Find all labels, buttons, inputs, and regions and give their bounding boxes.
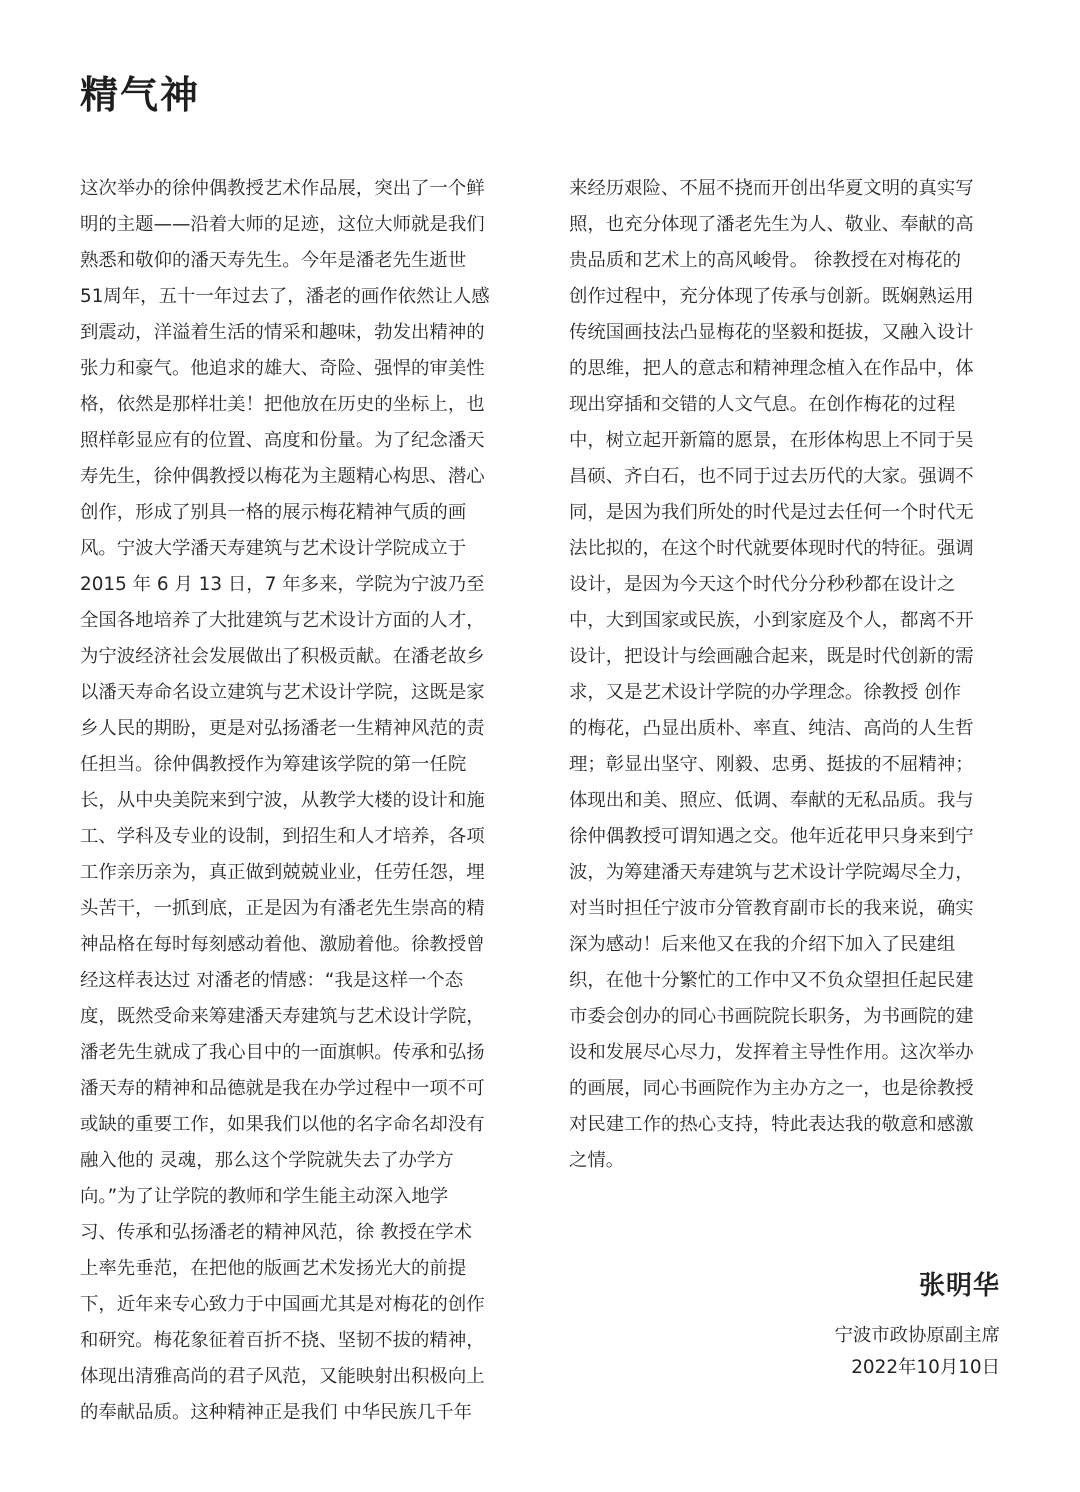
text-line: 体现出清雅高尚的君子风范，又能映射出积极向上 bbox=[80, 1366, 485, 1387]
author-name: 张明华 bbox=[918, 1271, 1000, 1301]
text-line: 波，为筹建潘天寿建筑与艺术设计学院竭尽全力， bbox=[569, 862, 974, 883]
text-line: 长，从中央美院来到宁波，从教学大楼的设计和施 bbox=[80, 790, 485, 811]
text-line: 照样彰显应有的位置、高度和份量。为了纪念潘天 bbox=[80, 430, 485, 451]
text-line: 神品格在每时每刻感动着他、激励着他。徐教授曾 bbox=[80, 934, 485, 955]
text-line: 的奉献品质。这种精神正是我们 中华民族几千年 bbox=[80, 1402, 473, 1423]
text-line: 设计，是因为今天这个时代分分秒秒都在设计之 bbox=[569, 574, 956, 595]
text-line: 工作亲历亲为，真正做到兢兢业业，任劳任怨，埋 bbox=[80, 862, 485, 883]
text-line: 对当时担任宁波市分管教育副市长的我来说，确实 bbox=[569, 898, 974, 919]
text-line: 设和发展尽心尽力，发挥着主导性作用。这次举办 bbox=[569, 1042, 974, 1063]
text-line: 明的主题——沿着大师的足迹，这位大师就是我们 bbox=[80, 214, 485, 235]
article-column-left bbox=[80, 171, 512, 1431]
text-line: 度，既然受命来筹建潘天寿建筑与艺术设计学院， bbox=[80, 1006, 485, 1027]
text-line: 2015 年 6 月 13 日，7 年多来，学院为宁波乃至 bbox=[80, 574, 485, 595]
text-line: 融入他的 灵魂，那么这个学院就失去了办学方 bbox=[80, 1150, 454, 1171]
text-line: 来经历艰险、不屈不挠而开创出华夏文明的真实写 bbox=[569, 178, 974, 199]
text-line: 创作，形成了别具一格的展示梅花精神气质的画 bbox=[80, 502, 467, 523]
text-line: 潘天寿的精神和品德就是我在办学过程中一项不可 bbox=[80, 1078, 485, 1099]
text-line: 头苦干，一抓到底，正是因为有潘老先生崇高的精 bbox=[80, 898, 485, 919]
text-line: 织，在他十分繁忙的工作中又不负众望担任起民建 bbox=[569, 970, 974, 991]
page-title: 精气神 bbox=[80, 73, 201, 117]
text-line: 创作过程中，充分体现了传承与创新。既娴熟运用 bbox=[569, 286, 974, 307]
signature-date: 2022年10月10日 bbox=[851, 1357, 1000, 1378]
text-line: 同，是因为我们所处的时代是过去任何一个时代无 bbox=[569, 502, 974, 523]
text-line: 这次举办的徐仲偶教授艺术作品展，突出了一个鲜 bbox=[80, 178, 485, 199]
text-line: 求，又是艺术设计学院的办学理念。徐教授 创作 bbox=[569, 682, 962, 703]
text-line: 张力和豪气。他追求的雄大、奇险、强悍的审美性 bbox=[80, 358, 485, 379]
text-line: 中，树立起开新篇的愿景，在形体构思上不同于吴 bbox=[569, 430, 974, 451]
text-line: 中，大到国家或民族，小到家庭及个人，都离不开 bbox=[569, 610, 974, 631]
text-line: 潘老先生就成了我心目中的一面旗帜。传承和弘扬 bbox=[80, 1042, 485, 1063]
text-line: 经这样表达过 对潘老的情感：“我是这样一个态 bbox=[80, 970, 464, 991]
text-line: 以潘天寿命名设立建筑与艺术设计学院，这既是家 bbox=[80, 682, 485, 703]
text-line: 全国各地培养了大批建筑与艺术设计方面的人才， bbox=[80, 610, 485, 631]
text-line: 徐仲偶教授可谓知遇之交。他年近花甲只身来到宁 bbox=[569, 826, 974, 847]
text-line: 和研究。梅花象征着百折不挠、坚韧不拔的精神， bbox=[80, 1330, 485, 1351]
text-line: 工、学科及专业的设制，到招生和人才培养，各项 bbox=[80, 826, 485, 847]
signature-block bbox=[834, 1266, 1000, 1384]
text-line: 51周年，五十一年过去了，潘老的画作依然让人感 bbox=[80, 286, 490, 307]
text-line: 现出穿插和交错的人文气息。在创作梅花的过程 bbox=[569, 394, 956, 415]
text-line: 下，近年来专心致力于中国画尤其是对梅花的创作 bbox=[80, 1294, 485, 1315]
text-line: 上率先垂范，在把他的版画艺术发扬光大的前提 bbox=[80, 1258, 467, 1279]
text-line: 乡人民的期盼，更是对弘扬潘老一生精神风范的责 bbox=[80, 718, 485, 739]
text-line: 对民建工作的热心支持，特此表达我的敬意和感激 bbox=[569, 1114, 974, 1135]
text-line: 习、传承和弘扬潘老的精神风范，徐 教授在学术 bbox=[80, 1222, 473, 1243]
text-line: 设计，把设计与绘画融合起来，既是时代创新的需 bbox=[569, 646, 974, 667]
text-line: 或缺的重要工作，如果我们以他的名字命名却没有 bbox=[80, 1114, 485, 1135]
text-line: 的思维，把人的意志和精神理念植入在作品中，体 bbox=[569, 358, 974, 379]
text-line: 为宁波经济社会发展做出了积极贡献。在潘老故乡 bbox=[80, 646, 485, 667]
text-line: 的梅花，凸显出质朴、率直、纯洁、高尚的人生哲 bbox=[569, 718, 974, 739]
text-line: 到震动，洋溢着生活的情采和趣味，勃发出精神的 bbox=[80, 322, 485, 343]
text-line: 风。宁波大学潘天寿建筑与艺术设计学院成立于 bbox=[80, 538, 467, 559]
text-line: 格，依然是那样壮美！把他放在历史的坐标上，也 bbox=[80, 394, 485, 415]
text-line: 的画展，同心书画院作为主办方之一，也是徐教授 bbox=[569, 1078, 974, 1099]
text-line: 之情。 bbox=[569, 1150, 625, 1171]
text-line: 熟悉和敬仰的潘天寿先生。今年是潘老先生逝世 bbox=[80, 250, 467, 271]
text-line: 寿先生，徐仲偶教授以梅花为主题精心构思、潜心 bbox=[80, 466, 485, 487]
text-line: 照，也充分体现了潘老先生为人、敬业、奉献的高 bbox=[569, 214, 974, 235]
text-line: 理；彰显出坚守、刚毅、忠勇、挺拔的不屈精神； bbox=[569, 754, 974, 775]
text-line: 向。”为了让学院的教师和学生能主动深入地学 bbox=[80, 1186, 449, 1207]
author-title: 宁波市政协原副主席 bbox=[834, 1325, 1000, 1346]
text-line: 昌硕、齐白石，也不同于过去历代的大家。强调不 bbox=[569, 466, 974, 487]
text-line: 市委会创办的同心书画院院长职务，为书画院的建 bbox=[569, 1006, 974, 1027]
text-line: 法比拟的，在这个时代就要体现时代的特征。强调 bbox=[569, 538, 974, 559]
text-line: 贵品质和艺术上的高风峻骨。 徐教授在对梅花的 bbox=[569, 250, 962, 271]
text-line: 体现出和美、照应、低调、奉献的无私品质。我与 bbox=[569, 790, 974, 811]
article-column-right bbox=[569, 171, 1001, 1179]
text-line: 任担当。徐仲偶教授作为筹建该学院的第一任院 bbox=[80, 754, 467, 775]
text-line: 深为感动！后来他又在我的介绍下加入了民建组 bbox=[569, 934, 956, 955]
text-line: 传统国画技法凸显梅花的坚毅和挺拔，又融入设计 bbox=[569, 322, 974, 343]
